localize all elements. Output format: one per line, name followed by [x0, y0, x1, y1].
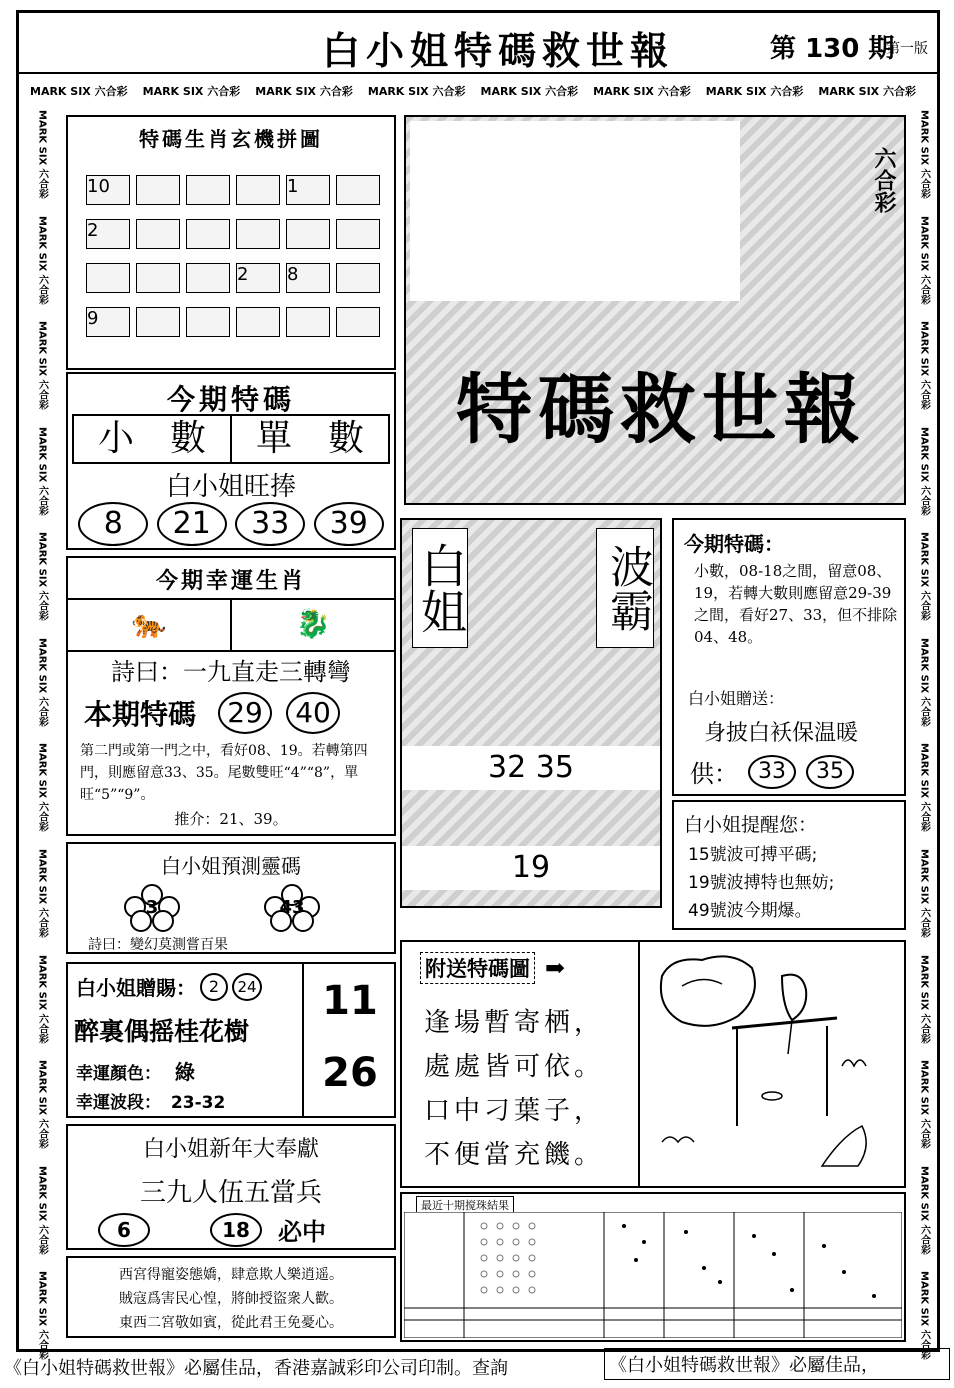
special-code-cell-2: 單 數	[255, 418, 364, 459]
zodiac-code-label: 本期特碼	[84, 698, 197, 731]
attached-text-panel	[402, 942, 640, 1186]
number-ball: 33	[235, 502, 305, 546]
attached-line: 處處皆可依。	[424, 1052, 605, 1082]
main-photo-box	[404, 115, 906, 505]
attached-line: 不便當充饑。	[424, 1140, 605, 1170]
zodiac-poem: 詩曰：一九直走三轉彎	[111, 658, 351, 686]
lucky-zodiac-box	[66, 556, 396, 836]
center-photo-numbers: 32 35	[402, 746, 660, 790]
number-ball: 29	[218, 692, 272, 734]
poem-line: 西宮得寵姿態嬌，肆意欺人樂逍遥。	[119, 1267, 343, 1283]
strip-item: MARK SIX 六合彩	[918, 1165, 930, 1255]
left-border-strip	[30, 110, 54, 1360]
puzzle-cell	[136, 263, 180, 293]
zodiac-code-row	[84, 692, 384, 734]
reminder-title: 白小姐提醒您：	[684, 814, 818, 836]
attached-line: 口中刁葉子，	[424, 1096, 605, 1126]
strip-item: MARK SIX 六合彩	[918, 954, 930, 1044]
strip-item: MARK SIX 六合彩	[818, 85, 916, 98]
forecast-box	[66, 842, 396, 954]
strip-item: MARK SIX 六合彩	[593, 85, 691, 98]
special-code-numbers	[74, 502, 388, 546]
gift-side-number: 11	[322, 978, 378, 1024]
top-border-strip	[30, 78, 916, 104]
strip-item: MARK SIX 六合彩	[36, 321, 48, 410]
center-photo-number-2: 19	[402, 846, 660, 890]
strip-item: MARK SIX 六合彩	[36, 215, 48, 305]
gift-box	[66, 962, 396, 1118]
puzzle-cell	[86, 263, 130, 293]
edition-label: 第一版	[886, 41, 928, 57]
strip-item: MARK SIX 六合彩	[918, 1271, 930, 1360]
strip-item: MARK SIX 六合彩	[36, 1165, 48, 1255]
zodiac-animals-row	[68, 598, 394, 652]
reminder-line: 19號波搏特也無妨;	[688, 873, 835, 893]
lucky-zodiac-title: 今期幸運生肖	[155, 568, 306, 594]
reminder-box	[672, 800, 906, 930]
number-ball: 24	[232, 973, 262, 1001]
strip-item: MARK SIX 六合彩	[255, 85, 353, 98]
puzzle-cell	[336, 263, 380, 293]
strip-item: MARK SIX 六合彩	[36, 954, 48, 1044]
number-ball: 2	[200, 973, 228, 1001]
strip-item: MARK SIX 六合彩	[142, 85, 241, 98]
gift-title-row	[76, 972, 262, 1001]
strip-item: MARK SIX 六合彩	[918, 215, 930, 305]
header-bar	[18, 12, 938, 74]
puzzle-cell	[336, 219, 380, 249]
number-ball: 35	[806, 755, 854, 789]
results-table-box	[400, 1192, 906, 1342]
gift-text: 身披白袄保温暖	[704, 721, 859, 746]
center-photo-right-text: 波霸	[596, 528, 654, 648]
strip-item: MARK SIX 六合彩	[36, 1060, 48, 1149]
strip-item: MARK SIX 六合彩	[918, 848, 930, 938]
forecast-flower-2	[264, 884, 320, 936]
gift-label: 白小姐贈送：	[688, 689, 785, 708]
main-photo-title: 特碼救世報	[456, 365, 866, 454]
puzzle-cell	[286, 219, 330, 249]
right-info-title: 今期特碼：	[684, 532, 784, 556]
number-ball: 39	[314, 502, 384, 546]
gift-side-panel	[302, 964, 396, 1116]
strip-item: MARK SIX 六合彩	[918, 532, 930, 621]
tiger-icon: 🐅	[68, 600, 232, 650]
issue-number: 130	[805, 34, 860, 64]
strip-item: MARK SIX 六合彩	[36, 110, 48, 199]
strip-item: MARK SIX 六合彩	[367, 85, 466, 98]
special-code-cell-1: 小 數	[74, 416, 232, 462]
results-table-title: 最近十期搅珠結果	[416, 1196, 514, 1214]
right-info-text: 小數，08-18之間，留意08、19，若轉大數則應留意29-39之間，看好27、33，但不排除04、48。	[694, 562, 898, 646]
gift-wave-row	[76, 1088, 225, 1113]
puzzle-cell: 2	[86, 219, 130, 249]
puzzle-cell	[236, 175, 280, 205]
strip-item: MARK SIX 六合彩	[480, 85, 579, 98]
forecast-title: 白小姐預測靈碼	[161, 854, 301, 878]
new-year-phrase: 三九人伍五當兵	[139, 1178, 322, 1208]
special-code-subtitle: 白小姐旺捧	[165, 472, 296, 502]
right-info-box	[672, 518, 906, 796]
strip-item: MARK SIX 六合彩	[918, 637, 930, 727]
special-code-row	[72, 414, 390, 464]
number-ball: 21	[157, 502, 227, 546]
issue-suffix: 期	[868, 34, 895, 64]
puzzle-cell: 10	[86, 175, 130, 205]
puzzle-cell: 9	[86, 307, 130, 337]
strip-item: MARK SIX 六合彩	[705, 85, 804, 98]
forecast-flower-1	[124, 884, 180, 936]
puzzle-cell	[186, 175, 230, 205]
strip-item: MARK SIX 六合彩	[918, 321, 930, 410]
number-ball: 18	[210, 1213, 262, 1247]
puzzle-cell: 1	[286, 175, 330, 205]
attached-box	[400, 940, 906, 1188]
supply-row	[690, 754, 854, 789]
puzzle-cell	[136, 219, 180, 249]
page-title: 白小姐特碼救世報	[321, 28, 674, 73]
footer-right: 《白小姐特碼救世報》必屬佳品，	[604, 1348, 950, 1380]
puzzle-cell	[336, 307, 380, 337]
results-grid	[404, 1212, 902, 1338]
reminder-line: 49號波今期爆。	[688, 901, 812, 921]
attached-title: 附送特碼圖	[420, 952, 535, 984]
poem-line: 東西二宮敬如賓，從此君王免憂心。	[119, 1315, 343, 1331]
gift-wave-value: 23-32	[170, 1093, 226, 1113]
gift-color-label: 幸運顏色：	[76, 1064, 161, 1084]
issue-prefix: 第	[770, 34, 797, 64]
strip-item: MARK SIX 六合彩	[918, 426, 930, 516]
number-ball: 6	[98, 1213, 150, 1247]
strip-item: MARK SIX 六合彩	[36, 848, 48, 938]
strip-item: MARK SIX 六合彩	[36, 532, 48, 621]
zodiac-text: 第二門或第一門之中，看好08、19。若轉第四門，則應留意33、35。尾數雙旺“4”“8”，單旺“5”“9”。	[80, 743, 368, 803]
center-photo-box	[400, 518, 662, 908]
zodiac-recommend: 推介：21、39。	[174, 810, 288, 828]
poem-box	[66, 1256, 396, 1338]
puzzle-grid	[86, 175, 386, 359]
poem-line: 賊寇爲害民心惶，將帥授盜衆人歡。	[119, 1291, 343, 1307]
parrot-drawing	[642, 946, 902, 1182]
strip-item: MARK SIX 六合彩	[36, 426, 48, 516]
puzzle-cell	[236, 307, 280, 337]
forecast-number: 3	[145, 897, 159, 918]
puzzle-cell: 2	[236, 263, 280, 293]
strip-item: MARK SIX 六合彩	[36, 637, 48, 727]
footer-left: 《白小姐特碼救世報》必屬佳品，香港嘉誠彩印公司印制。查詢	[4, 1358, 508, 1379]
forecast-poem: 詩曰：變幻莫測嘗百果	[88, 937, 228, 953]
special-code-title: 今期特碼	[166, 383, 295, 416]
gift-phrase: 醉裏偶摇桂花樹	[74, 1017, 250, 1046]
number-ball: 33	[748, 755, 796, 789]
new-year-sure: 必中	[278, 1217, 326, 1246]
strip-item: MARK SIX 六合彩	[36, 1271, 48, 1360]
flower-icon	[264, 884, 320, 932]
forecast-number: 43	[279, 897, 305, 918]
strip-item: MARK SIX 六合彩	[30, 85, 128, 98]
strip-item: MARK SIX 六合彩	[918, 743, 930, 833]
puzzle-cell	[136, 175, 180, 205]
new-year-title: 白小姐新年大奉獻	[142, 1137, 319, 1162]
gift-wave-label: 幸運波段：	[76, 1093, 161, 1113]
right-border-strip	[912, 110, 936, 1360]
new-year-numbers	[98, 1212, 388, 1247]
puzzle-cell	[186, 263, 230, 293]
strip-item: MARK SIX 六合彩	[918, 110, 930, 199]
zodiac-puzzle-box	[66, 115, 396, 370]
arrow-right-icon: ➡	[545, 954, 566, 982]
puzzle-cell	[186, 307, 230, 337]
gift-title: 白小姐贈賜：	[76, 976, 196, 1000]
dragon-icon: 🐉	[295, 607, 331, 640]
puzzle-title: 特碼生肖玄機拼圖	[139, 127, 323, 151]
special-code-box	[66, 372, 396, 550]
puzzle-cell	[286, 307, 330, 337]
strip-item: MARK SIX 六合彩	[918, 1060, 930, 1149]
puzzle-cell: 8	[286, 263, 330, 293]
gift-side-number: 26	[322, 1050, 378, 1096]
supply-label: 供：	[690, 760, 738, 788]
reminder-line: 15號波可搏平碼;	[688, 845, 818, 865]
gift-color-row	[76, 1056, 195, 1085]
gift-color-value: 綠	[174, 1060, 195, 1084]
white-patch	[410, 121, 740, 301]
attached-line: 逢場暫寄栖，	[424, 1008, 605, 1038]
number-ball: 8	[78, 502, 148, 546]
number-ball: 40	[286, 692, 340, 734]
new-year-box	[66, 1124, 396, 1250]
puzzle-cell	[136, 307, 180, 337]
puzzle-cell	[336, 175, 380, 205]
puzzle-cell	[186, 219, 230, 249]
issue-label	[770, 28, 894, 65]
flower-icon	[124, 884, 180, 932]
attached-title-row	[420, 952, 565, 984]
lottery-badge: 六合彩	[871, 147, 897, 213]
strip-item: MARK SIX 六合彩	[36, 743, 48, 833]
puzzle-cell	[236, 219, 280, 249]
center-photo-left-text: 白姐	[412, 528, 468, 648]
